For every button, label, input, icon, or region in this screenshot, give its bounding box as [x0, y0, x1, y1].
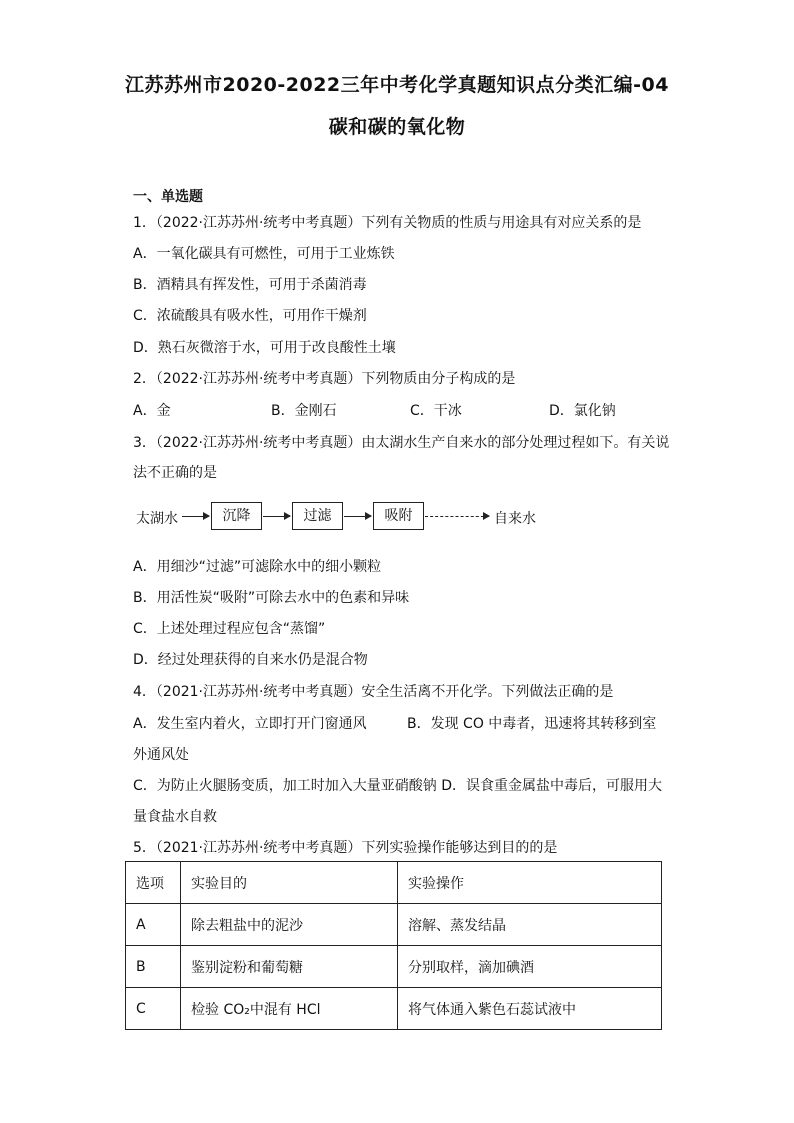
- question-2-option-a: A．金: [133, 403, 171, 419]
- table-cell: 鉴别淀粉和葡萄糖: [181, 946, 398, 988]
- question-2-option-c: C．干冰: [410, 403, 462, 419]
- question-1-option-b: B．酒精具有挥发性，可用于杀菌消毒: [133, 277, 367, 293]
- flow-step-adsorption: 吸附: [373, 502, 424, 530]
- question-4-option-b-continued: 外通风处: [133, 747, 189, 763]
- question-3-option-d: D．经过处理获得的自来水仍是混合物: [133, 652, 368, 668]
- table-cell: 分别取样，滴加碘酒: [398, 946, 662, 988]
- table-row: [126, 904, 662, 946]
- table-cell: B: [126, 946, 181, 988]
- document-subtitle: 碳和碳的氧化物: [328, 116, 466, 138]
- question-3-option-b: B．用活性炭“吸附”可除去水中的色素和异味: [133, 590, 410, 606]
- question-1-option-d: D．熟石灰微溶于水，可用于改良酸性土壤: [133, 340, 396, 356]
- table-cell: 将气体通入紫色石蕊试液中: [398, 988, 662, 1030]
- question-4-option-d-continued: 量食盐水自救: [133, 809, 217, 825]
- question-2-stem: 2．（2022·江苏苏州·统考中考真题）下列物质由分子构成的是: [133, 371, 516, 387]
- flow-step-settling: 沉降: [211, 502, 262, 530]
- question-3-stem-line-1: 3．（2022·江苏苏州·统考中考真题）由太湖水生产自来水的部分处理过程如下。有关说: [133, 435, 670, 451]
- flow-arrow-dashed: [425, 516, 489, 517]
- question-1-option-a: A．一氧化碳具有可燃性，可用于工业炼铁: [133, 246, 395, 262]
- table-cell: 除去粗盐中的泥沙: [181, 904, 398, 946]
- table-header-cell: 实验目的: [181, 862, 398, 904]
- water-treatment-flow-diagram: [133, 502, 563, 534]
- question-2-option-d: D．氯化钠: [549, 403, 616, 419]
- flow-arrow-2: [263, 516, 290, 517]
- table-cell: 检验 CO₂中混有 HCl: [181, 988, 398, 1030]
- question-1-stem: 1．（2022·江苏苏州·统考中考真题）下列有关物质的性质与用途具有对应关系的是: [133, 215, 642, 231]
- flow-arrow-1: [182, 516, 209, 517]
- flow-arrow-3: [344, 516, 371, 517]
- question-3-option-c: C．上述处理过程应包含“蒸馏”: [133, 621, 326, 637]
- question-4-option-a: A．发生室内着火，立即打开门窗通风: [133, 716, 367, 732]
- document-title: 江苏苏州市2020-2022三年中考化学真题知识点分类汇编-04: [125, 74, 669, 96]
- question-2-option-b: B．金刚石: [271, 403, 337, 419]
- table-cell: 溶解、蒸发结晶: [398, 904, 662, 946]
- table-header-row: [126, 862, 662, 904]
- question-1-option-c: C．浓硫酸具有吸水性，可用作干燥剂: [133, 308, 367, 324]
- flow-source-label: 太湖水: [136, 511, 178, 527]
- question-4-stem: 4．（2021·江苏苏州·统考中考真题）安全生活离不开化学。下列做法正确的是: [133, 684, 614, 700]
- flow-step-filtration: 过滤: [292, 502, 343, 530]
- question-5-stem: 5．（2021·江苏苏州·统考中考真题）下列实验操作能够达到目的的是: [133, 840, 558, 856]
- table-row: [126, 946, 662, 988]
- question-3-option-a: A．用细沙“过滤”可滤除水中的细小颗粒: [133, 559, 382, 575]
- question-3-stem-line-2: 法不正确的是: [133, 465, 217, 481]
- table-cell: C: [126, 988, 181, 1030]
- question-4-option-b: B．发现 CO 中毒者，迅速将其转移到室: [407, 716, 657, 732]
- section-heading: 一、单选题: [133, 189, 203, 205]
- table-header-cell: 选项: [126, 862, 181, 904]
- question-4-options-c-d: C．为防止火腿肠变质，加工时加入大量亚硝酸钠 D．误食重金属盐中毒后，可服用大: [133, 778, 663, 794]
- table-cell: A: [126, 904, 181, 946]
- table-header-cell: 实验操作: [398, 862, 662, 904]
- question-5-table: [125, 861, 662, 1030]
- table-row: [126, 988, 662, 1030]
- flow-result-label: 自来水: [494, 511, 536, 527]
